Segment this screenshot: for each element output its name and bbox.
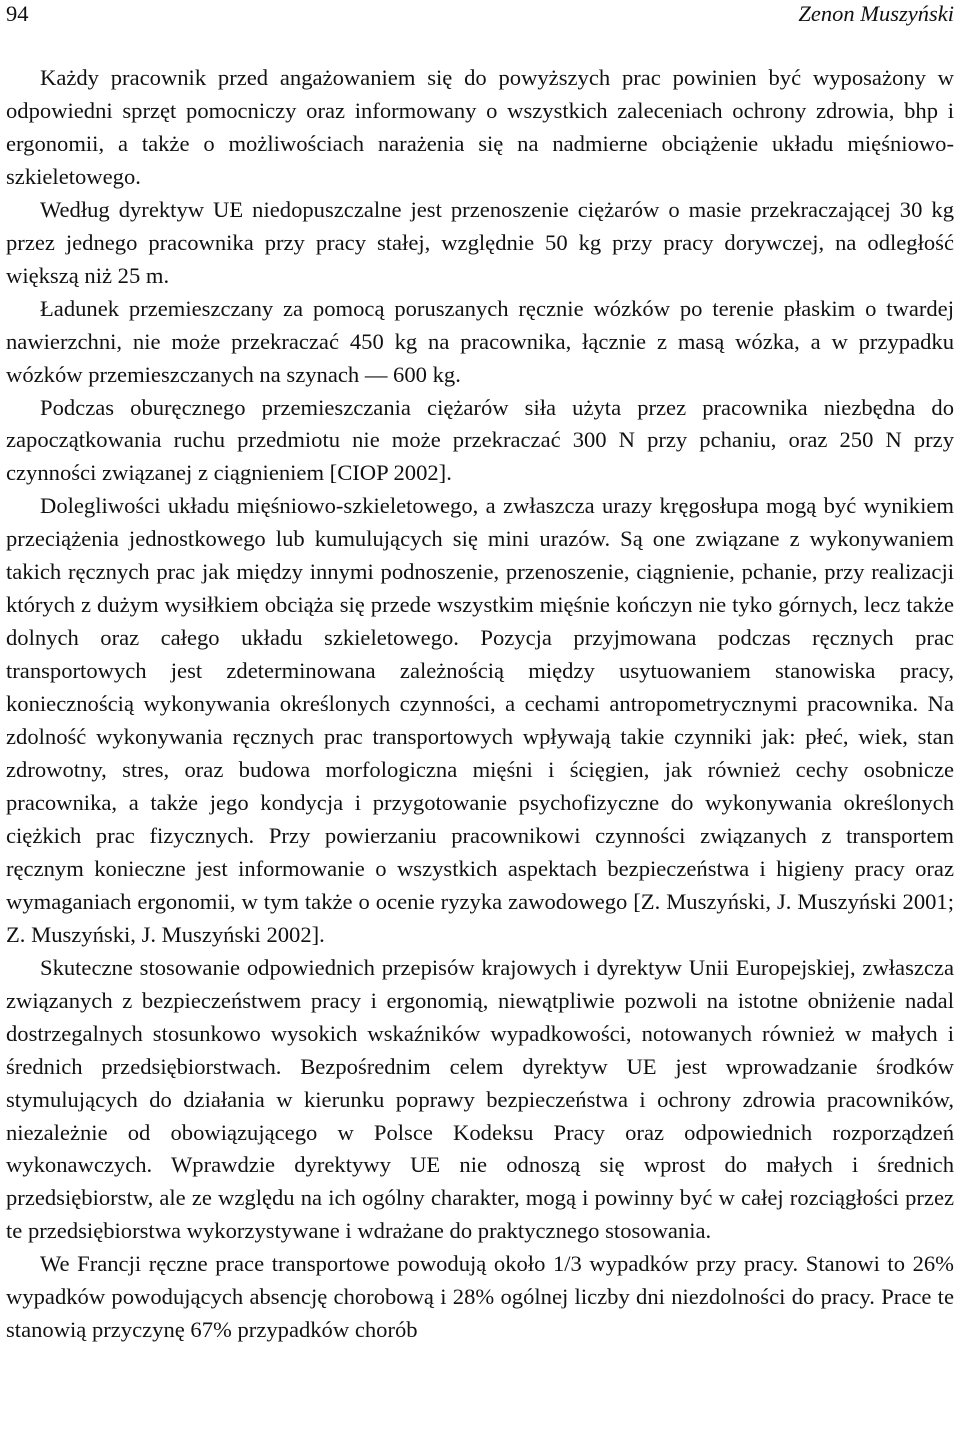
running-head bbox=[6, 0, 954, 30]
paragraph-worker-equipment: Każdy pracownik przed angażowaniem się do powyższych prac powinien być wyposażony w odpowiedni sprzęt pomocniczy oraz informowany o wszystkich zaleceniach ochrony zdrowia, bhp i ergonomii, a także o możliwościach narażenia się na nadmierne obciążenie układu mięśniowo-szkieletowego. bbox=[6, 65, 954, 189]
paragraph-france-statistics: We Francji ręczne prace transportowe powodują około 1/3 wypadków przy pracy. Stanowi to 26% wypadków powodujących absencję chorobową i 28% ogólnej liczby dni niezdolności do pracy. Prace te stanowią przyczynę 67% przypadków chorób bbox=[6, 1251, 954, 1343]
paragraph-eu-directives: Skuteczne stosowanie odpowiednich przepisów krajowych i dyrektyw Unii Europejskiej, zwłaszcza związanych z bezpieczeństwem pracy i ergonomią, niewątpliwie pozwoli na istotne obniżenie nadal dostrzegalnych stosunkowo wysokich wskaźników wypadkowości, notowanych również w małych i średnich przedsiębiorstwach. Bezpośrednim celem dyrektyw UE jest wprowadzanie środków stymulujących do działania w kierunku poprawy bezpieczeństwa i ochrony zdrowia pracowników, niezależnie od obowiązującego w Polsce Kodeksu Pracy oraz odpowiednich rozporządzeń wykonawczych. Wprawdzie dyrektywy UE nie odnoszą się wprost do małych i średnich przedsiębiorstw, ale ze względu na ich ogólny charakter, mogą i powinny być w całej rozciągłości przez te przedsiębiorstwa wykorzystywane i wdrażane do praktycznego stosowania. bbox=[6, 954, 954, 1244]
paragraph-eu-weight-limits: Według dyrektyw UE niedopuszczalne jest przenoszenie ciężarów o masie przekraczającej 30 kg przez jednego pracownika przy pracy stałej, względnie 50 kg przy pracy dorywczej, na odległość większą niż 25 m. bbox=[6, 196, 954, 288]
page-number: 94 bbox=[6, 1, 29, 26]
paragraph-musculoskeletal-disorders: Dolegliwości układu mięśniowo-szkieletowego, a zwłaszcza urazy kręgosłupa mogą być wynikiem przeciążenia jednostkowego lub kumulujących się mini urazów. Są one związane z wykonywaniem takich ręcznych prac jak między innymi podnoszenie, przenoszenie, ciągnienie, pchanie, przy realizacji których z dużym wysiłkiem obciąża się przede wszystkim mięśnie kończyn nie tyko górnych, lecz także dolnych oraz całego układu szkieletowego. Pozycja przyjmowana podczas ręcznych prac transportowych jest zdeterminowana zależnością między usytuowaniem stanowiska pracy, koniecznością wykonywania określonych czynności, a cechami antropometrycznymi pracownika. Na zdolność wykonywania ręcznych prac transportowych wpływają takie czynniki jak: płeć, wiek, stan zdrowotny, stres, oraz budowa morfologiczna mięśni i ścięgien, jak również cechy osobnicze pracownika, a także jego kondycja i przygotowanie psychofizyczne do wykonywania określonych ciężkich prac fizycznych. Przy powierzaniu pracownikowi czynności związanych z transportem ręcznym konieczne jest informowanie o wszystkich aspektach bezpieczeństwa i higieny pracy oraz wymaganiach ergonomii, w tym także o ocenie ryzyka zawodowego [Z. Muszyński, J. Muszyński 2001; Z. Muszyński, J. Muszyński 2002]. bbox=[6, 493, 954, 947]
paragraph-pushing-pulling-forces: Podczas oburęcznego przemieszczania ciężarów siła użyta przez pracownika niezbędna do zapoczątkowania ruchu przedmiotu nie może przekraczać 300 N przy pchaniu, oraz 250 N przy czynności związanej z ciągnieniem [CIOP 2002]. bbox=[6, 394, 954, 486]
book-page bbox=[6, 0, 954, 1452]
running-author: Zenon Muszyński bbox=[798, 1, 954, 26]
body-text bbox=[6, 62, 954, 1347]
paragraph-trolley-loads: Ładunek przemieszczany za pomocą poruszanych ręcznie wózków po terenie płaskim o twardej nawierzchni, nie może przekraczać 450 kg na pracownika, łącznie z masą wózka, a w przypadku wózków przemieszczanych na szynach — 600 kg. bbox=[6, 295, 954, 387]
